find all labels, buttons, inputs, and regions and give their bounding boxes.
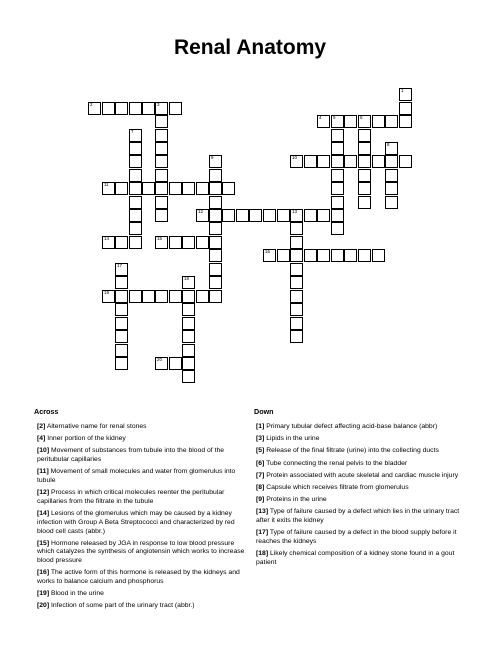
- grid-cell[interactable]: [399, 102, 412, 115]
- clue-number: 13: [292, 209, 298, 214]
- clue-item: [256, 529, 471, 546]
- grid-cell[interactable]: [182, 182, 195, 195]
- grid-cell[interactable]: [182, 357, 195, 370]
- grid-cell[interactable]: [209, 209, 222, 222]
- grid-cell[interactable]: [399, 88, 412, 101]
- clue-number: 14: [104, 236, 110, 241]
- grid-cell[interactable]: [385, 182, 398, 195]
- grid-cell[interactable]: [102, 102, 115, 115]
- grid-cell[interactable]: [236, 209, 249, 222]
- clue-text: Movement of substances from tubule into the blood of the peritubular capillaries: [37, 447, 225, 464]
- clue-number-label: [5]: [256, 447, 265, 455]
- grid-cell[interactable]: [115, 357, 128, 370]
- grid-cell[interactable]: [209, 182, 222, 195]
- clue-number-label: [1]: [256, 423, 265, 430]
- clue-number: 15: [157, 236, 163, 241]
- grid-cell[interactable]: [155, 142, 168, 155]
- clue-number-label: [18]: [256, 550, 269, 558]
- clue-item: [256, 472, 471, 481]
- grid-cell[interactable]: [182, 317, 195, 330]
- grid-cell[interactable]: [358, 142, 371, 155]
- clue-number-label: [10]: [37, 447, 50, 455]
- grid-cell[interactable]: [358, 182, 371, 195]
- grid-cell[interactable]: [304, 209, 317, 222]
- grid-cell[interactable]: [344, 115, 357, 128]
- clue-number-label: [14]: [37, 510, 50, 518]
- clue-item: [37, 423, 252, 432]
- clue-text: Release of the final filtrate (urine) into the collecting ducts: [264, 447, 439, 455]
- clue-text: Inner portion of the kidney: [45, 435, 126, 443]
- grid-cell[interactable]: [209, 290, 222, 303]
- grid-cell[interactable]: [169, 357, 182, 370]
- grid-cell[interactable]: [317, 155, 330, 168]
- grid-cell[interactable]: [169, 290, 182, 303]
- grid-cell[interactable]: [129, 129, 142, 142]
- clue-text: Movement of small molecules and water from glomerulus into tubule: [37, 468, 236, 485]
- clue-item: [37, 602, 252, 611]
- grid-cell[interactable]: [129, 102, 142, 115]
- grid-cell[interactable]: [115, 330, 128, 343]
- grid-cell[interactable]: [182, 276, 195, 289]
- grid-cell[interactable]: [209, 236, 222, 249]
- grid-cell[interactable]: [358, 249, 371, 262]
- clue-number-label: [4]: [37, 435, 46, 443]
- clue-text: Infection of some part of the urinary tract (abbr.): [49, 602, 195, 610]
- clue-item: [37, 489, 252, 506]
- grid-cell[interactable]: [249, 209, 262, 222]
- grid-cell[interactable]: [331, 196, 344, 209]
- grid-cell[interactable]: [317, 115, 330, 128]
- clue-item: [256, 435, 471, 444]
- clue-item: [37, 569, 252, 586]
- clue-item: [256, 508, 471, 525]
- grid-cell[interactable]: [385, 155, 398, 168]
- grid-cell[interactable]: [115, 290, 128, 303]
- grid-cell[interactable]: [263, 249, 276, 262]
- grid-cell[interactable]: [263, 209, 276, 222]
- grid-cell[interactable]: [155, 196, 168, 209]
- clue-number: 10: [292, 155, 298, 160]
- grid-cell[interactable]: [182, 236, 195, 249]
- page-title: Renal Anatomy: [173, 36, 327, 59]
- grid-cell[interactable]: [331, 129, 344, 142]
- clue-number: 3: [157, 102, 160, 107]
- clue-text: Protein associated with acute skeletal and cardiac muscle injury: [264, 471, 459, 479]
- clue-number-label: [2]: [37, 423, 46, 430]
- down-clue-list: [256, 423, 471, 571]
- grid-cell[interactable]: [358, 196, 371, 209]
- grid-cell[interactable]: [155, 115, 168, 128]
- grid-cell[interactable]: [331, 182, 344, 195]
- grid-cell[interactable]: [155, 357, 168, 370]
- grid-cell[interactable]: [344, 155, 357, 168]
- grid-cell[interactable]: [142, 290, 155, 303]
- grid-cell[interactable]: [290, 263, 303, 276]
- grid-cell[interactable]: [331, 169, 344, 182]
- grid-cell[interactable]: [399, 155, 412, 168]
- clue-item: [37, 590, 252, 599]
- grid-cell[interactable]: [129, 155, 142, 168]
- clue-text: Likely chemical composition of a kidney stone found in a gout patient: [256, 550, 455, 566]
- grid-cell[interactable]: [182, 303, 195, 316]
- clue-number: 9: [211, 155, 214, 160]
- grid-cell[interactable]: [290, 222, 303, 235]
- clue-number: 8: [387, 142, 390, 147]
- clue-text: Type of failure caused by a defect in the blood supply before it reaches the kidneys: [256, 529, 457, 546]
- clue-number-label: [15]: [37, 539, 50, 547]
- clue-item: [256, 423, 471, 432]
- clue-item: [256, 550, 471, 567]
- grid-cell[interactable]: [358, 155, 371, 168]
- grid-cell[interactable]: [115, 263, 128, 276]
- grid-cell[interactable]: [155, 155, 168, 168]
- grid-cell[interactable]: [115, 344, 128, 357]
- grid-cell[interactable]: [277, 209, 290, 222]
- grid-cell[interactable]: [209, 276, 222, 289]
- clue-item: [37, 510, 252, 536]
- grid-cell[interactable]: [399, 115, 412, 128]
- clue-number-label: [6]: [256, 459, 265, 467]
- grid-cell[interactable]: [344, 249, 357, 262]
- grid-cell[interactable]: [290, 236, 303, 249]
- grid-cell[interactable]: [385, 115, 398, 128]
- grid-cell[interactable]: [222, 182, 235, 195]
- clue-text: Lipids in the urine: [264, 435, 320, 443]
- grid-cell[interactable]: [115, 303, 128, 316]
- grid-cell[interactable]: [129, 142, 142, 155]
- clue-number-label: [20]: [37, 602, 50, 610]
- clue-number: 5: [333, 115, 336, 120]
- grid-cell[interactable]: [129, 169, 142, 182]
- clue-number: 17: [117, 263, 123, 268]
- clue-text: Tube connecting the renal pelvis to the bladder: [264, 459, 408, 467]
- grid-cell[interactable]: [155, 236, 168, 249]
- grid-cell[interactable]: [222, 209, 235, 222]
- clue-number-label: [19]: [37, 590, 50, 598]
- grid-cell[interactable]: [129, 196, 142, 209]
- clue-item: [256, 447, 471, 456]
- clue-number-label: [12]: [37, 489, 50, 497]
- clue-number: 19: [104, 290, 110, 295]
- grid-cell[interactable]: [155, 129, 168, 142]
- grid-cell[interactable]: [358, 115, 371, 128]
- clue-number: 2: [90, 102, 93, 107]
- grid-cell[interactable]: [290, 303, 303, 316]
- grid-cell[interactable]: [196, 290, 209, 303]
- grid-cell[interactable]: [385, 196, 398, 209]
- grid-cell[interactable]: [317, 209, 330, 222]
- grid-cell[interactable]: [169, 236, 182, 249]
- clue-number: 20: [157, 357, 163, 362]
- clue-text: Lesions of the glomerulus which may be caused by a kidney infection with Group A Beta Streptococci and characterized by red blood cell casts (abbr.): [37, 510, 235, 535]
- clue-number-label: [9]: [256, 496, 265, 504]
- grid-cell[interactable]: [331, 155, 344, 168]
- grid-cell[interactable]: [129, 182, 142, 195]
- grid-cell[interactable]: [182, 290, 195, 303]
- grid-cell[interactable]: [209, 196, 222, 209]
- grid-cell[interactable]: [169, 182, 182, 195]
- grid-cell[interactable]: [129, 290, 142, 303]
- clue-text: Proteins in the urine: [264, 496, 327, 504]
- clue-number-label: [16]: [37, 569, 50, 577]
- grid-cell[interactable]: [182, 370, 195, 383]
- clue-number-label: [3]: [256, 435, 265, 443]
- grid-cell[interactable]: [290, 209, 303, 222]
- grid-cell[interactable]: [102, 182, 115, 195]
- grid-cell[interactable]: [277, 249, 290, 262]
- grid-cell[interactable]: [209, 249, 222, 262]
- grid-cell[interactable]: [372, 115, 385, 128]
- clue-item: [37, 435, 252, 444]
- grid-cell[interactable]: [196, 182, 209, 195]
- clue-number: 11: [104, 182, 109, 187]
- clue-number-label: [13]: [256, 508, 269, 516]
- grid-cell[interactable]: [358, 129, 371, 142]
- clue-number-label: [17]: [256, 529, 269, 537]
- grid-cell[interactable]: [115, 276, 128, 289]
- grid-cell[interactable]: [290, 330, 303, 343]
- clue-number-label: [7]: [256, 471, 265, 479]
- grid-cell[interactable]: [331, 142, 344, 155]
- clue-number: 12: [198, 209, 204, 214]
- grid-cell[interactable]: [102, 236, 115, 249]
- grid-cell[interactable]: [196, 209, 209, 222]
- grid-cell[interactable]: [155, 290, 168, 303]
- clue-text: Hormone released by JGA in response to low blood pressure which catalyzes the synthesis of angiotensin which works to increase blood pressure: [37, 539, 245, 565]
- grid-cell[interactable]: [372, 155, 385, 168]
- clue-number: 16: [265, 249, 271, 254]
- grid-cell[interactable]: [331, 115, 344, 128]
- clue-text: Type of failure caused by a defect which lies in the urinary tract after it exits the kidney: [256, 508, 460, 525]
- grid-cell[interactable]: [209, 169, 222, 182]
- grid-cell[interactable]: [209, 263, 222, 276]
- grid-cell[interactable]: [196, 236, 209, 249]
- clue-text: Process in which critical molecules reenter the peritubular capillaries from the filtrate in the tubule: [37, 489, 225, 505]
- clue-item: [37, 447, 252, 464]
- clue-number: 6: [360, 115, 363, 120]
- clue-text: Capsule which receives filtrate from glomerulus: [264, 484, 409, 492]
- grid-cell[interactable]: [129, 236, 142, 249]
- grid-cell[interactable]: [129, 209, 142, 222]
- clue-item: [37, 540, 252, 566]
- grid-cell[interactable]: [331, 249, 344, 262]
- clue-number: 1: [401, 88, 404, 93]
- clue-text: Alternative name for renal stones: [45, 423, 147, 430]
- grid-cell[interactable]: [182, 330, 195, 343]
- clue-number-label: [8]: [256, 484, 265, 492]
- clue-text: Primary tubular defect affecting acid-base balance (abbr): [264, 423, 438, 430]
- clue-item: [256, 484, 471, 493]
- grid-cell[interactable]: [372, 249, 385, 262]
- grid-cell[interactable]: [331, 209, 344, 222]
- clue-number: 4: [319, 115, 322, 120]
- grid-cell[interactable]: [169, 102, 182, 115]
- grid-cell[interactable]: [142, 182, 155, 195]
- grid-cell[interactable]: [129, 222, 142, 235]
- clue-text: Blood in the urine: [49, 590, 104, 598]
- grid-cell[interactable]: [290, 276, 303, 289]
- grid-cell[interactable]: [115, 102, 128, 115]
- grid-cell[interactable]: [290, 155, 303, 168]
- clue-text: The active form of this hormone is released by the kidneys and works to balance calcium and phosphorus: [37, 569, 240, 586]
- grid-cell[interactable]: [385, 169, 398, 182]
- grid-cell[interactable]: [115, 182, 128, 195]
- grid-cell[interactable]: [385, 142, 398, 155]
- grid-cell[interactable]: [102, 290, 115, 303]
- clue-item: [37, 468, 252, 485]
- grid-cell[interactable]: [358, 169, 371, 182]
- grid-cell[interactable]: [88, 102, 101, 115]
- grid-cell[interactable]: [155, 182, 168, 195]
- grid-cell[interactable]: [209, 155, 222, 168]
- down-heading: Down: [254, 407, 274, 416]
- across-heading: Across: [34, 407, 59, 416]
- clue-item: [256, 496, 471, 505]
- grid-cell[interactable]: [290, 317, 303, 330]
- grid-cell[interactable]: [304, 249, 317, 262]
- grid-cell[interactable]: [331, 222, 344, 235]
- grid-cell[interactable]: [155, 102, 168, 115]
- grid-cell[interactable]: [155, 209, 168, 222]
- grid-cell[interactable]: [290, 249, 303, 262]
- grid-cell[interactable]: [304, 155, 317, 168]
- grid-cell[interactable]: [209, 222, 222, 235]
- grid-cell[interactable]: [115, 236, 128, 249]
- grid-cell[interactable]: [142, 102, 155, 115]
- clue-number-label: [11]: [37, 468, 49, 476]
- clue-number: 18: [184, 276, 190, 281]
- grid-cell[interactable]: [115, 317, 128, 330]
- clue-item: [256, 460, 471, 469]
- grid-cell[interactable]: [182, 344, 195, 357]
- grid-cell[interactable]: [317, 249, 330, 262]
- across-clue-list: [37, 423, 252, 615]
- grid-cell[interactable]: [290, 290, 303, 303]
- grid-cell[interactable]: [155, 169, 168, 182]
- clue-number: 7: [131, 129, 134, 134]
